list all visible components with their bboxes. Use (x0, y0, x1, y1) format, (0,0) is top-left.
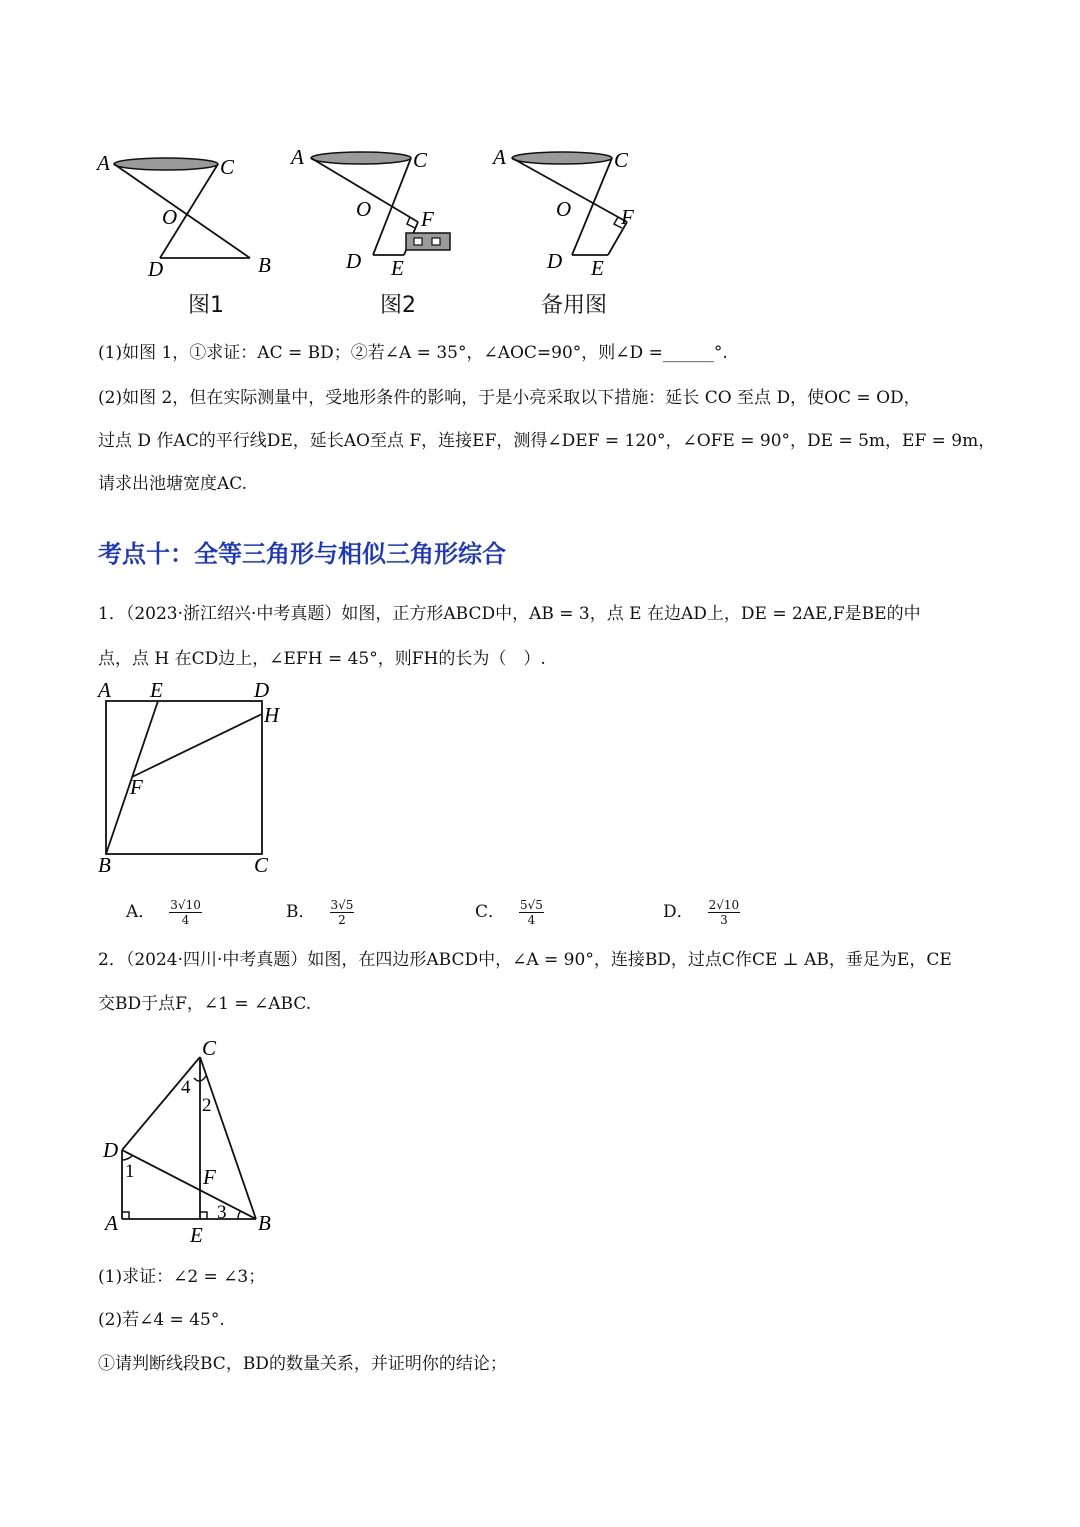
fig3-label-c: C (614, 148, 629, 172)
q2-label-d: D (103, 1138, 119, 1162)
fig2-label-e: E (391, 256, 404, 280)
fig2-label-f: F (421, 207, 434, 231)
q2-angle-4: 4 (181, 1077, 191, 1098)
option-letter: C． (475, 902, 506, 922)
q1-option-d[interactable] (663, 898, 740, 927)
q2-angle-3: 3 (217, 1202, 227, 1223)
q1-option-b[interactable] (286, 898, 354, 927)
q2-figure-quadrilateral (95, 1030, 295, 1250)
q1-label-d: D (254, 678, 270, 702)
q2-label-a: A (105, 1211, 118, 1235)
q2-sub2: (2)若∠4 = 45°. (98, 1310, 225, 1330)
prev-part1: (1)如图 1，①求证：AC = BD；②若∠A = 35°，∠AOC=90°，则∠D =______°. (98, 343, 728, 363)
prev-part2-line1: (2)如图 2，但在实际测量中，受地形条件的影响，于是小亮采取以下措施：延长 CO 至点 D，使OC = OD， (98, 388, 921, 408)
top-figures (0, 130, 1080, 330)
q1-label-f: F (130, 775, 143, 799)
fig1-label-c: C (220, 155, 235, 179)
q1-option-c[interactable] (475, 898, 544, 927)
fig3-label-f: F (621, 205, 634, 229)
q2-label-e: E (190, 1223, 203, 1247)
q1-line1: 1．（2023·浙江绍兴·中考真题）如图，正方形ABCD中，AB = 3，点 E 在边AD上，DE = 2AE,F是BE的中 (98, 604, 921, 624)
q1-label-e: E (150, 678, 163, 702)
fig1-label-d: D (148, 257, 164, 281)
q1-line2: 点，点 H 在CD边上，∠EFH = 45°，则FH的长为（ ）. (98, 649, 546, 669)
figure-1 (95, 151, 271, 281)
q1-label-b: B (98, 853, 111, 877)
q1-figure-square (90, 676, 300, 886)
figure-spare (491, 145, 634, 280)
q2-line1: 2．（2024·四川·中考真题）如图，在四边形ABCD中，∠A = 90°，连接BD，过点C作CE ⊥ AB，垂足为E，CE (98, 950, 952, 970)
option-fraction: $\frac{3√10}{4}$ (170, 898, 201, 927)
fig2-label-o: O (356, 197, 372, 221)
fig1-caption: 图1 (188, 293, 224, 318)
fig3-label-d: D (547, 249, 563, 273)
fig2-label-c: C (413, 148, 428, 172)
section-heading: 考点十：全等三角形与相似三角形综合 (98, 540, 506, 568)
fig3-caption: 备用图 (541, 293, 608, 318)
option-letter: D． (663, 902, 694, 922)
option-letter: A． (126, 902, 156, 922)
fig3-label-a: A (493, 145, 506, 169)
fig3-label-e: E (591, 256, 604, 280)
fig2-label-d: D (346, 249, 362, 273)
q1-label-h: H (264, 703, 280, 727)
q2-label-c: C (202, 1036, 217, 1060)
fig1-label-a: A (97, 151, 110, 175)
option-fraction: $\frac{2√10}{3}$ (708, 898, 740, 927)
q2-line2: 交BD于点F，∠1 = ∠ABC. (98, 994, 312, 1014)
option-fraction: $\frac{3√5}{2}$ (330, 898, 354, 927)
prev-part2-line2: 过点 D 作AC的平行线DE，延长AO至点 F，连接EF，测得∠DEF = 120°，∠OFE = 90°，DE = 5m，EF = 9m， (98, 431, 996, 451)
fig2-caption: 图2 (380, 293, 416, 318)
q2-angle-2: 2 (202, 1095, 212, 1116)
fig2-label-a: A (291, 145, 304, 169)
prev-part2-line3: 请求出池塘宽度AC. (98, 474, 248, 494)
q2-label-b: B (258, 1211, 271, 1235)
q1-option-a[interactable] (126, 898, 202, 927)
fig3-label-o: O (556, 197, 572, 221)
option-fraction: $\frac{5√5}{4}$ (520, 898, 543, 927)
q2-angle-1: 1 (125, 1161, 135, 1182)
q2-sub2-1: ①请判断线段BC，BD的数量关系，并证明你的结论； (98, 1354, 507, 1374)
q2-sub1: (1)求证：∠2 = ∠3； (98, 1267, 266, 1287)
q1-label-a: A (98, 678, 111, 702)
fig1-label-b: B (258, 253, 271, 277)
fig1-label-o: O (162, 205, 178, 229)
q1-label-c: C (254, 853, 269, 877)
measuring-device (406, 233, 450, 250)
figure-2 (289, 145, 450, 280)
q2-label-f: F (203, 1165, 216, 1189)
option-letter: B． (286, 902, 316, 922)
